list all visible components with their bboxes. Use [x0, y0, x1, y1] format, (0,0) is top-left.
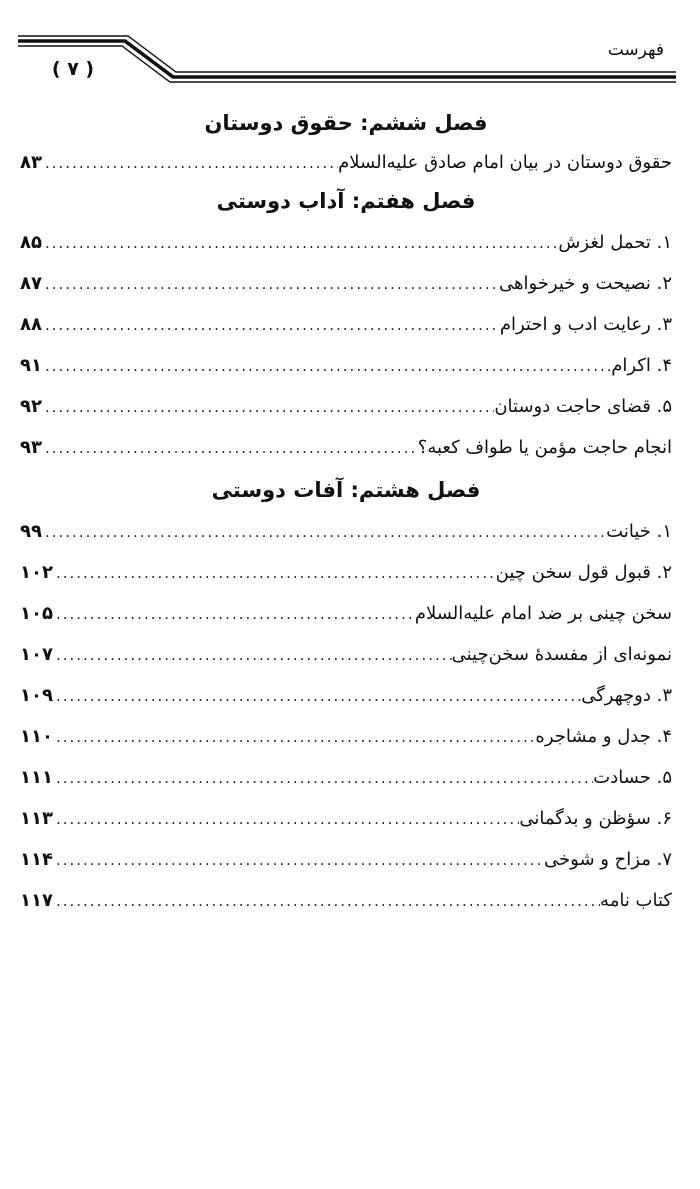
dot-leader — [42, 310, 500, 340]
toc-entry-label: ۶. سؤظن و بدگمانی — [519, 808, 672, 829]
toc-entry — [20, 722, 672, 752]
toc-entry — [20, 640, 672, 670]
chapter-title: فصل هفتم: آداب دوستی — [216, 189, 476, 213]
toc-entry-page: ۸۳ — [20, 152, 42, 173]
toc-entry — [20, 351, 672, 381]
toc-entry-page: ۱۱۱ — [20, 767, 53, 788]
dot-leader — [42, 269, 499, 299]
dot-leader — [53, 558, 496, 588]
toc-entry — [20, 269, 672, 299]
toc-entry — [20, 433, 672, 463]
toc-entry-page: ۱۰۷ — [20, 644, 53, 665]
toc-entry — [20, 310, 672, 340]
toc-entry-page: ۱۰۹ — [20, 685, 53, 706]
toc-entry-label: سخن چینی بر ضد امام علیه‌السلام — [414, 603, 672, 624]
toc-entry-page: ۱۰۵ — [20, 603, 53, 624]
toc-entry-page: ۸۷ — [20, 273, 42, 294]
toc-entry-page: ۸۸ — [20, 314, 42, 335]
dot-leader — [53, 681, 581, 711]
toc-entry-page: ۱۱۳ — [20, 808, 53, 829]
toc-entry — [20, 886, 672, 916]
dot-leader — [53, 722, 535, 752]
toc-entry-page: ۹۹ — [20, 521, 42, 542]
toc-entry — [20, 804, 672, 834]
toc-entry-page: ۸۵ — [20, 232, 42, 253]
toc-entry-page: ۹۱ — [20, 355, 42, 376]
toc-entry — [20, 392, 672, 422]
toc-entry-page: ۱۱۰ — [20, 726, 53, 747]
dot-leader — [42, 228, 558, 258]
toc-entry — [20, 517, 672, 547]
dot-leader — [42, 433, 418, 463]
dot-leader — [53, 640, 452, 670]
toc-entry-label: ۳. رعایت ادب و احترام — [499, 314, 672, 335]
toc-entry-label: ۳. دوچهرگی — [581, 685, 672, 706]
dot-leader — [53, 599, 415, 629]
header-title: فهرست — [607, 40, 664, 60]
chapter-title: فصل هشتم: آفات دوستی — [211, 478, 481, 502]
toc-entry — [20, 681, 672, 711]
toc-entry-page: ۹۲ — [20, 396, 42, 417]
toc-entry-label: ۷. مزاح و شوخی — [544, 849, 672, 870]
toc-entry-label: ۴. جدل و مشاجره — [535, 726, 672, 747]
dot-leader — [53, 804, 519, 834]
dot-leader — [42, 351, 611, 381]
toc-entry-label: کتاب نامه — [600, 890, 672, 911]
page-header — [0, 0, 700, 90]
dot-leader — [42, 392, 494, 422]
dot-leader — [42, 517, 606, 547]
toc-entry-page: ۹۳ — [20, 437, 42, 458]
toc-entry-label: ۱. تحمل لغزش — [558, 232, 672, 253]
toc-entry — [20, 763, 672, 793]
toc-entry-label: ۴. اکرام — [611, 355, 672, 376]
toc-entry-label: نمونه‌ای از مفسدهٔ سخن‌چینی — [451, 644, 672, 665]
dot-leader — [53, 845, 544, 875]
toc-entry — [20, 148, 672, 178]
toc-entry-label: ۵. قضای حاجت دوستان — [494, 396, 672, 417]
page-number: ( ۷ ) — [51, 58, 95, 80]
dot-leader — [42, 148, 338, 178]
toc-entry-label: ۲. قبول قول سخن چین — [495, 562, 672, 583]
toc-entry-label: ۲. نصیحت و خیرخواهی — [498, 273, 672, 294]
toc-entry-label: ۵. حسادت — [593, 767, 672, 788]
toc-entry-label: انجام حاجت مؤمن یا طواف کعبه؟ — [417, 437, 672, 458]
chapter-6 — [20, 108, 672, 178]
table-of-contents — [20, 108, 672, 916]
chapter-8 — [20, 475, 672, 916]
dot-leader — [53, 886, 600, 916]
toc-entry-label: ۱. خیانت — [606, 521, 672, 542]
toc-entry — [20, 558, 672, 588]
toc-entry-label: حقوق دوستان در بیان امام صادق علیه‌السلام — [338, 152, 672, 173]
toc-entry — [20, 845, 672, 875]
toc-entry-page: ۱۱۴ — [20, 849, 53, 870]
toc-entry — [20, 599, 672, 629]
toc-entry-page: ۱۱۷ — [20, 890, 53, 911]
toc-entry-page: ۱۰۲ — [20, 562, 53, 583]
dot-leader — [53, 763, 593, 793]
toc-entry — [20, 228, 672, 258]
chapter-7 — [20, 186, 672, 463]
chapter-title: فصل ششم: حقوق دوستان — [204, 111, 488, 135]
